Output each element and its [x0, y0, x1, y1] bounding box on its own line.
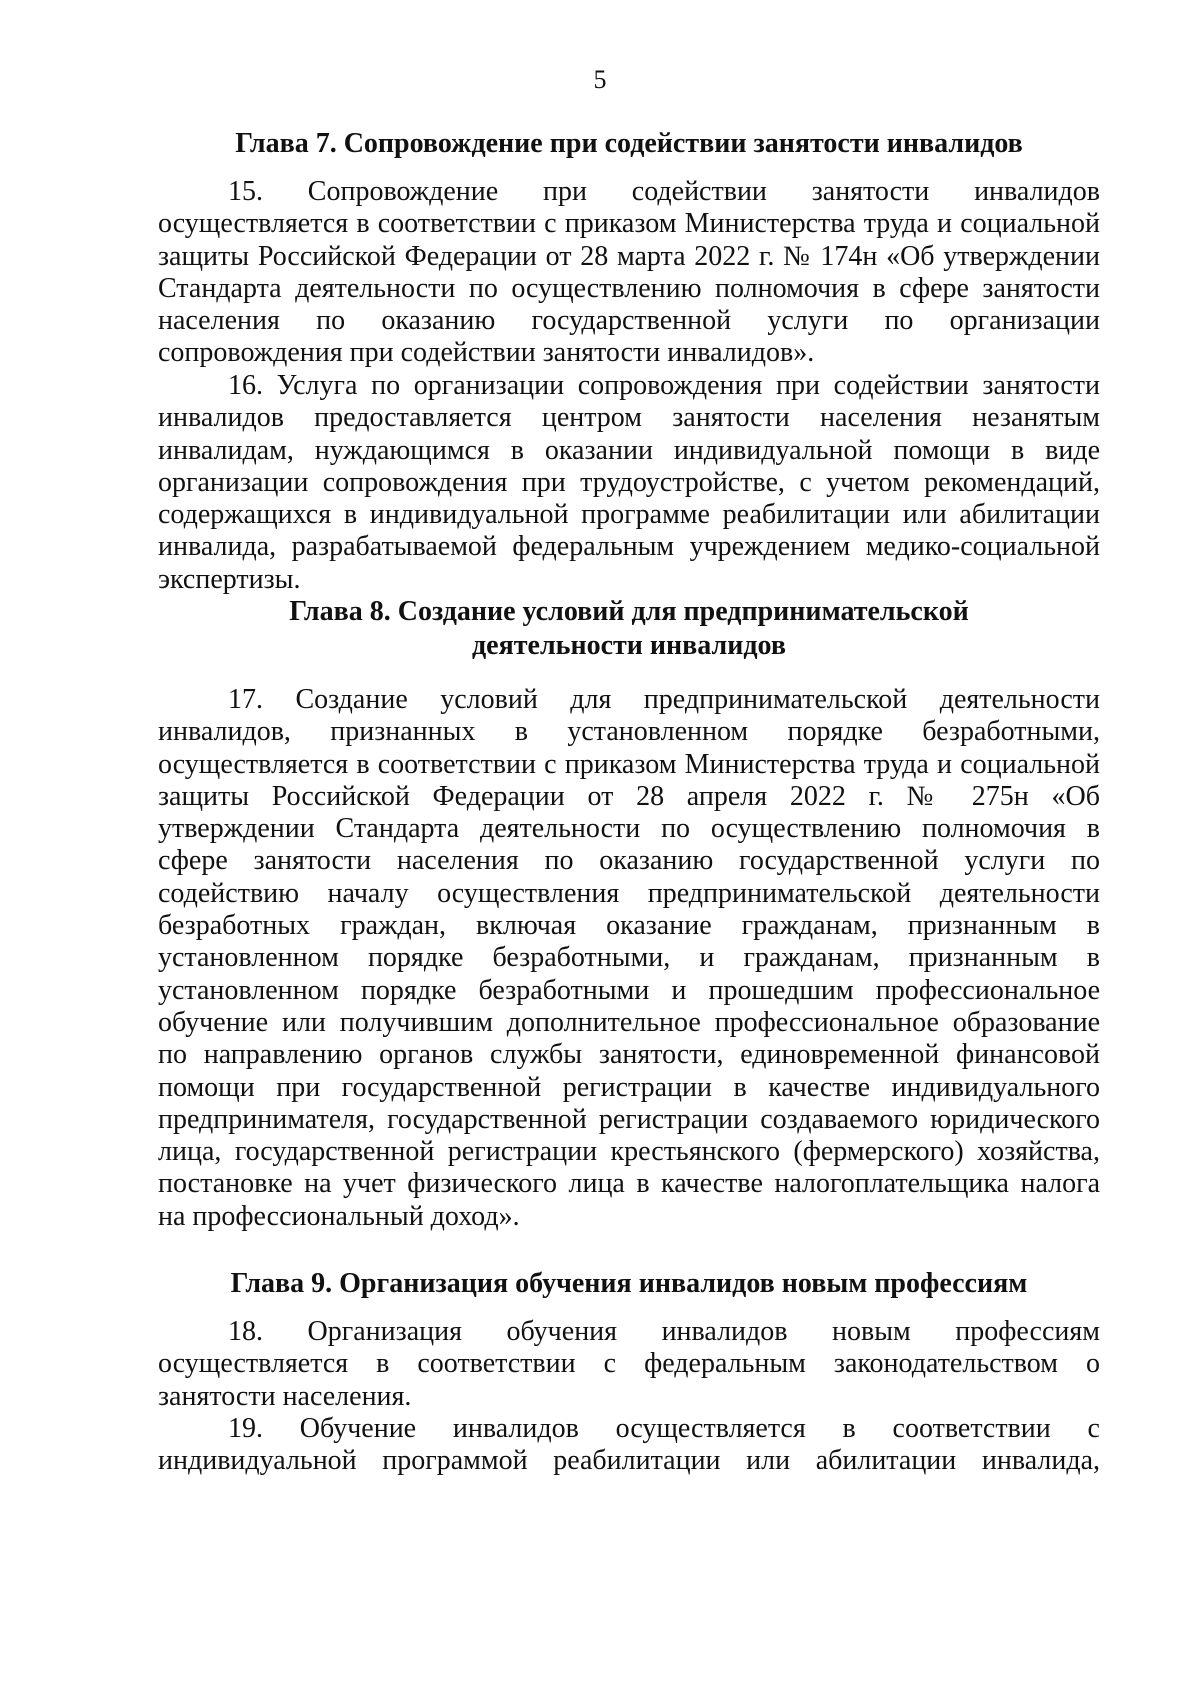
paragraph-line: 15. Сопровождение при содействии занятости инвалидов: [228, 176, 1100, 207]
paragraph-19: [158, 1413, 1100, 1478]
paragraph-line: 19. Обучение инвалидов осуществляется в соответствии с: [228, 1413, 1100, 1444]
heading-line: деятельности инвалидов: [472, 630, 786, 661]
paragraph-line: 16. Услуга по организации сопровождения при содействии занятости: [228, 370, 1100, 401]
paragraph-15: [158, 176, 1100, 370]
paragraph-line: осуществляется в соответствии с приказом Министерства труда и социальной: [158, 208, 1100, 240]
paragraph-line: осуществляется в соответствии с федеральным законодательством о: [158, 1348, 1100, 1380]
paragraph-line: занятости населения.: [158, 1380, 412, 1412]
paragraph-line: предпринимателя, государственной регистрации создаваемого юридического: [158, 1103, 1100, 1135]
paragraph-line: 17. Создание условий для предпринимательской деятельности: [228, 684, 1100, 715]
paragraph-line: населения по оказанию государственной услуги по организации: [158, 305, 1100, 337]
paragraph-line: инвалидов, признанных в установленном порядке безработными,: [158, 716, 1100, 748]
paragraph-18: [158, 1316, 1100, 1413]
paragraph-17: [158, 684, 1100, 1233]
paragraph-line: по направлению органов службы занятости, единовременной финансовой: [158, 1039, 1100, 1071]
paragraph-line: сопровождения при содействии занятости инвалидов».: [158, 337, 815, 369]
paragraph-line: инвалидам, нуждающимся в оказании индивидуальной помощи в виде: [158, 434, 1100, 466]
paragraph-line: экспертизы.: [158, 563, 301, 595]
paragraph-line: лица, государственной регистрации крестьянского (фермерского) хозяйства,: [158, 1136, 1100, 1168]
paragraph-line: инвалида, разрабатываемой федеральным учреждением медико-социальной: [158, 531, 1100, 563]
chapter-9-heading: [158, 1267, 1100, 1301]
chapter-8-heading: [158, 595, 1100, 663]
heading-line: Глава 9. Организация обучения инвалидов новым профессиям: [230, 1268, 1028, 1299]
paragraph-line: помощи при государственной регистрации в качестве индивидуального: [158, 1071, 1100, 1103]
paragraph-line: установленном порядке безработными, и гражданам, признанным в: [158, 942, 1100, 974]
page-number: 5: [593, 65, 607, 94]
paragraph-line: безработных граждан, включая оказание гражданам, признанным в: [158, 910, 1100, 942]
paragraph-line: установленном порядке безработными и прошедшим профессиональное: [158, 974, 1100, 1006]
paragraph-16: [158, 370, 1100, 596]
paragraph-line: обучение или получившим дополнительное профессиональное образование: [158, 1006, 1100, 1038]
paragraph-line: содержащихся в индивидуальной программе реабилитации или абилитации: [158, 499, 1100, 531]
heading-line: Глава 8. Создание условий для предпринимательской: [289, 596, 969, 627]
paragraph-line: защиты Российской Федерации от 28 апреля 2022 г. № 275н «Об: [158, 780, 1100, 812]
paragraph-line: 18. Организация обучения инвалидов новым профессиям: [228, 1316, 1100, 1347]
paragraph-line: защиты Российской Федерации от 28 марта 2022 г. № 174н «Об утверждении: [158, 240, 1100, 272]
paragraph-line: на профессиональный доход».: [158, 1200, 520, 1232]
paragraph-line: инвалидов предоставляется центром занятости населения незанятым: [158, 402, 1100, 434]
paragraph-line: осуществляется в соответствии с приказом Министерства труда и социальной: [158, 748, 1100, 780]
paragraph-line: утверждении Стандарта деятельности по осуществлению полномочия в: [158, 813, 1100, 845]
paragraph-line: содействию началу осуществления предпринимательской деятельности: [158, 877, 1100, 909]
paragraph-line: сфере занятости населения по оказанию государственной услуги по: [158, 845, 1100, 877]
paragraph-line: индивидуальной программой реабилитации или абилитации инвалида,: [158, 1445, 1100, 1477]
heading-line: Глава 7. Сопровождение при содействии занятости инвалидов: [235, 128, 1023, 159]
paragraph-line: постановке на учет физического лица в качестве налогоплательщика налога: [158, 1168, 1100, 1200]
paragraph-line: организации сопровождения при трудоустройстве, с учетом рекомендаций,: [158, 466, 1100, 498]
paragraph-line: Стандарта деятельности по осуществлению полномочия в сфере занятости: [158, 272, 1100, 304]
chapter-7-heading: [158, 127, 1100, 161]
